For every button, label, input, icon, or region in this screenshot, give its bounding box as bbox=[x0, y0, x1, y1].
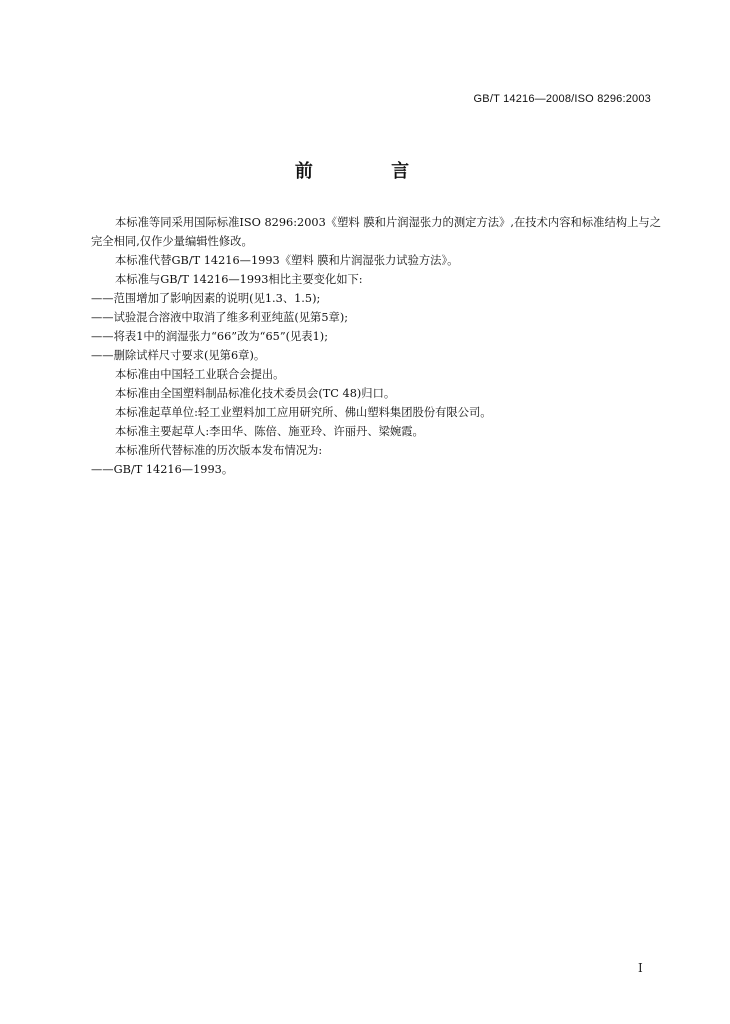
change-item-specimen: ——删除试样尺寸要求(见第6章)。 bbox=[91, 349, 266, 362]
paragraph-adoption: 本标准等同采用国际标准ISO 8296:2003《塑料 膜和片润湿张力的测定方法》,在技术内容和标准结构上与之完全相同,仅作少量编辑性修改。 bbox=[91, 216, 661, 248]
paragraph-replaces: 本标准代替GB/T 14216—1993《塑料 膜和片润湿张力试验方法》。 bbox=[115, 254, 459, 267]
page-title: 前 言 bbox=[294, 161, 446, 182]
paragraph-changes-intro: 本标准与GB/T 14216—1993相比主要变化如下: bbox=[115, 273, 363, 286]
change-item-reagent: ——试验混合溶液中取消了维多利亚纯蓝(见第5章); bbox=[91, 311, 349, 324]
standard-code-header: GB/T 14216—2008/ISO 8296:2003 bbox=[473, 93, 651, 105]
page-number: I bbox=[638, 961, 643, 975]
paragraph-proposer: 本标准由中国轻工业联合会提出。 bbox=[115, 368, 285, 381]
change-item-table: ——将表1中的润湿张力“66”改为“65”(见表1); bbox=[91, 330, 329, 343]
history-item: ——GB/T 14216—1993。 bbox=[91, 463, 234, 476]
paragraph-drafters: 本标准主要起草人:李田华、陈倍、施亚玲、许丽丹、梁婉霞。 bbox=[115, 425, 424, 438]
paragraph-drafting-units: 本标准起草单位:轻工业塑料加工应用研究所、佛山塑料集团股份有限公司。 bbox=[115, 406, 492, 419]
paragraph-history-intro: 本标准所代替标准的历次版本发布情况为: bbox=[115, 444, 323, 457]
change-item-scope: ——范围增加了影响因素的说明(见1.3、1.5); bbox=[91, 292, 321, 305]
foreword-body bbox=[91, 213, 661, 479]
paragraph-committee: 本标准由全国塑料制品标准化技术委员会(TC 48)归口。 bbox=[115, 387, 396, 400]
